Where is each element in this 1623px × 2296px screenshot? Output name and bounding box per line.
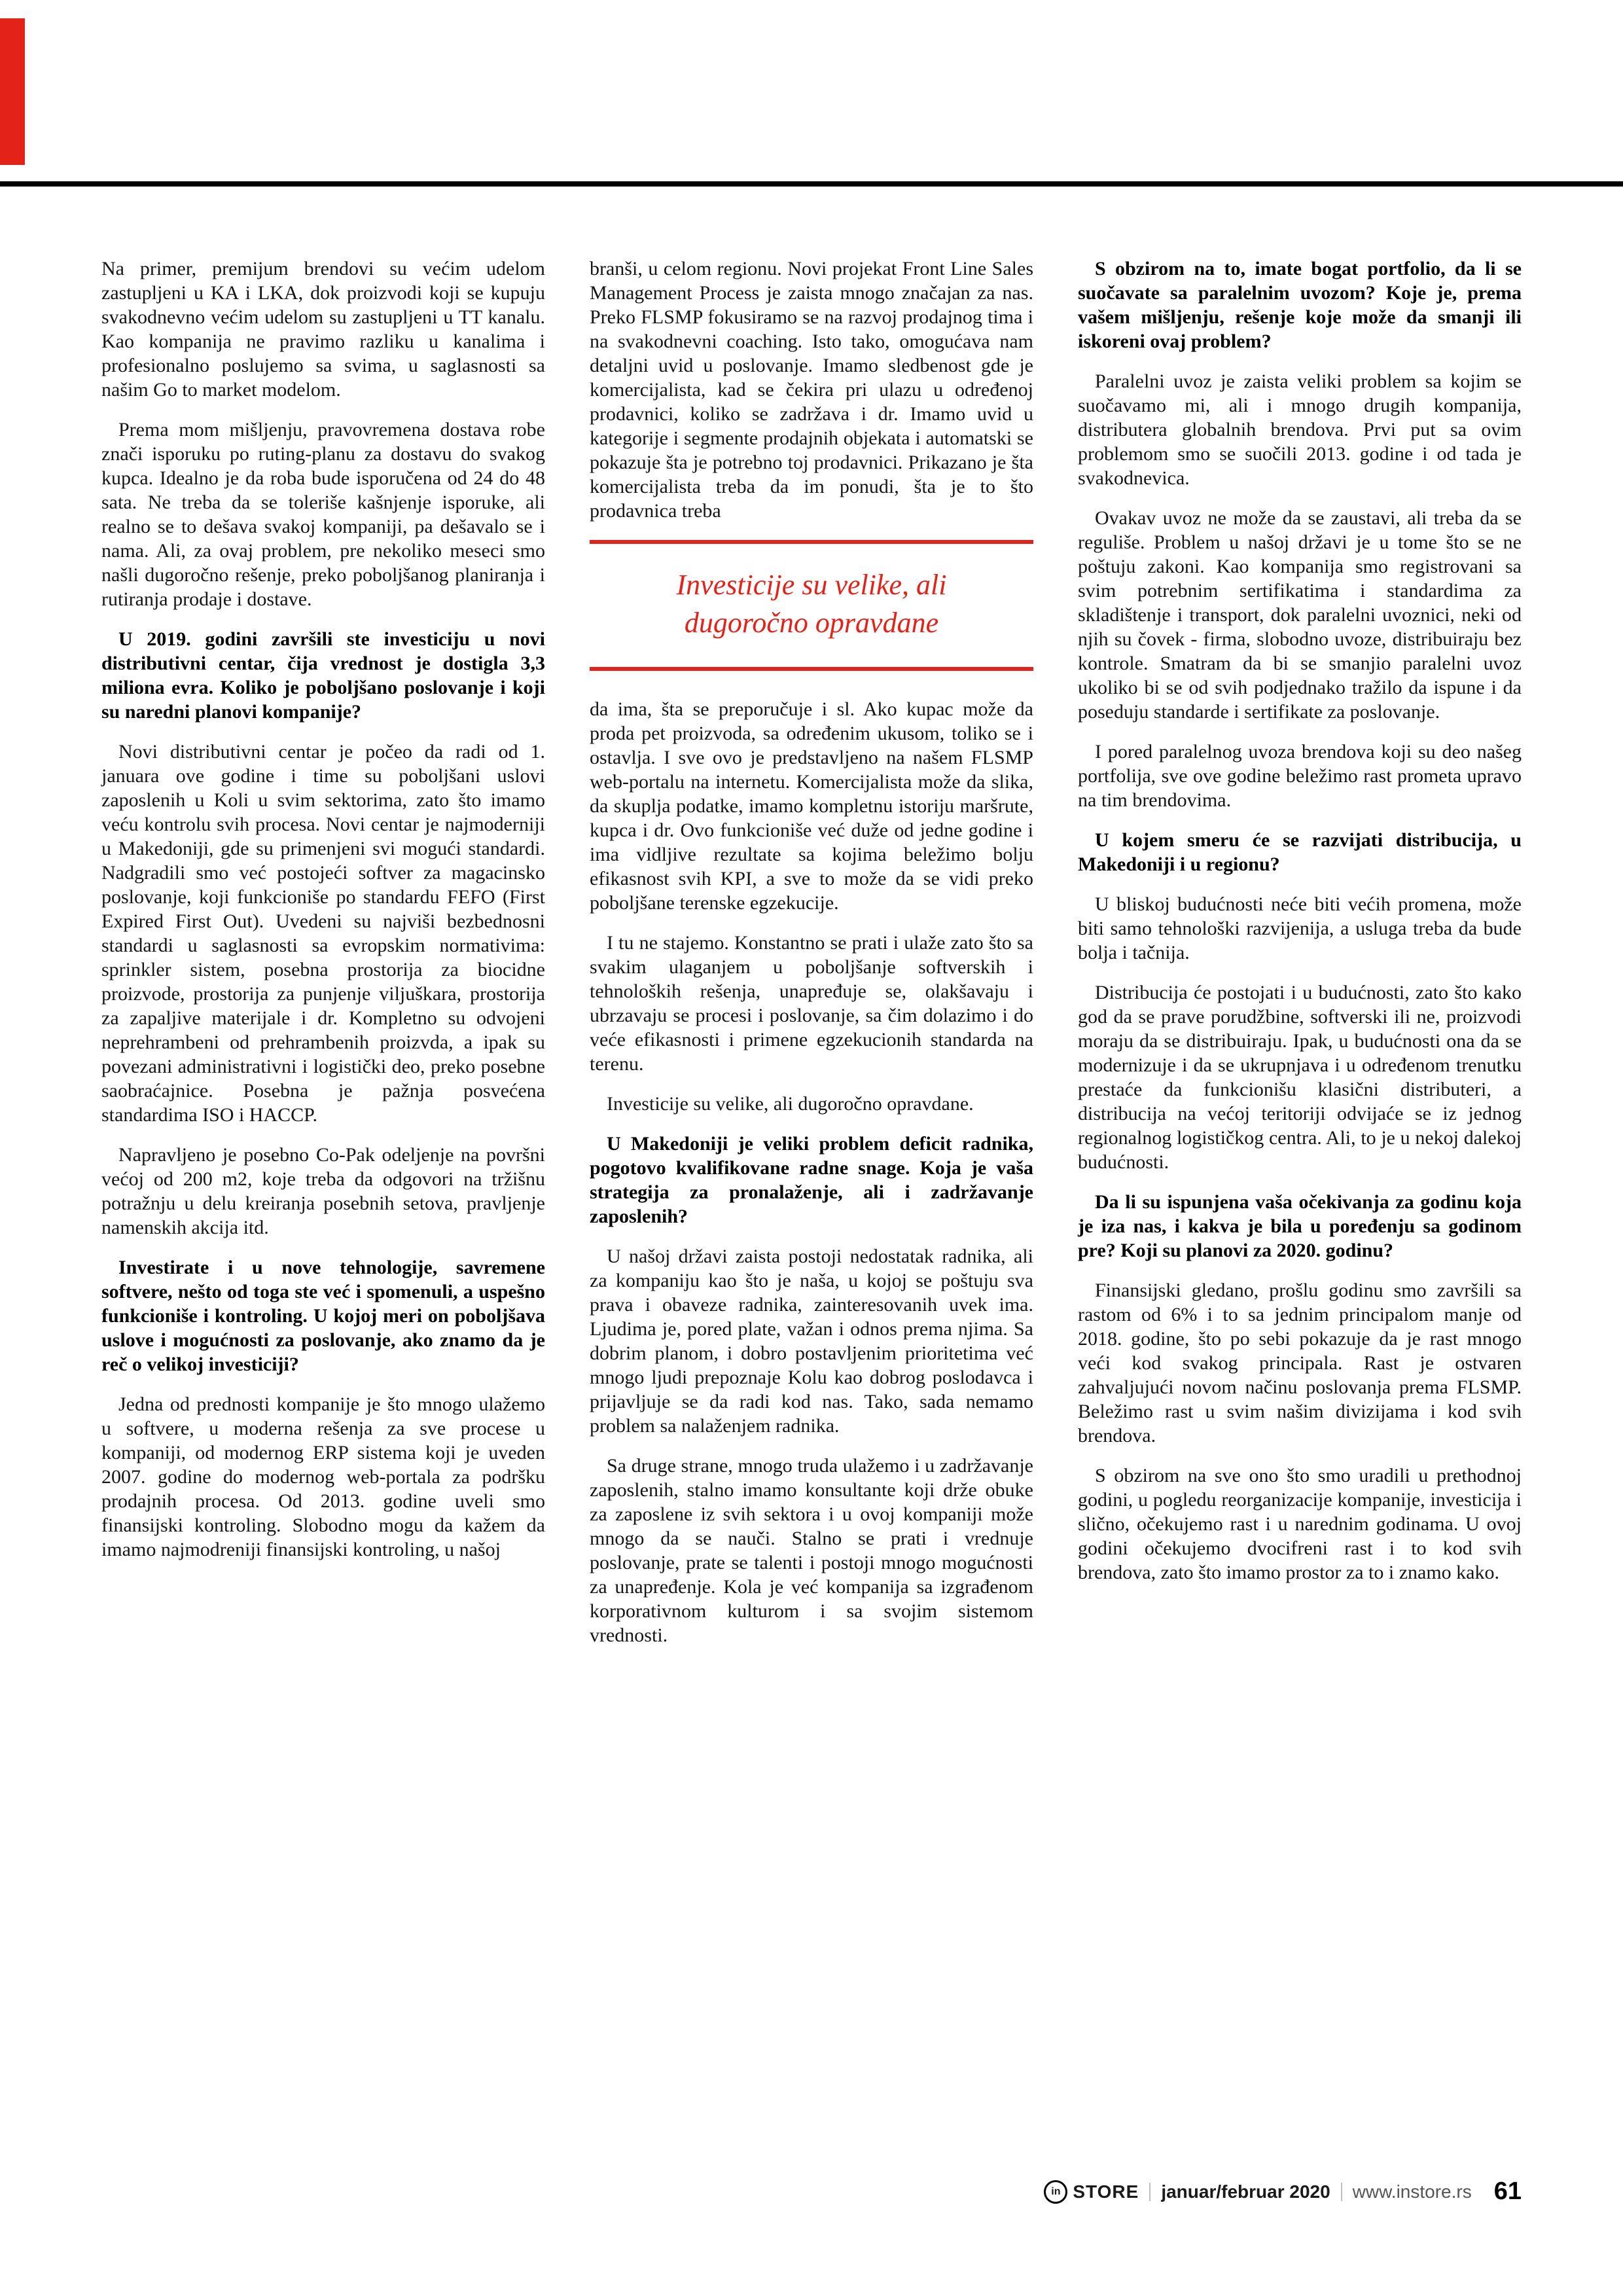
column-1 [101, 257, 545, 1663]
pull-quote-line-2: dugoročno opravdane [684, 607, 939, 639]
article-paragraph: Sa druge strane, mnogo truda ulažemo i u zadržavanje zaposlenih, stalno imamo konsultante koji drže obuke za zaposlene iz svih sektora i u ovoj kompaniji može mnogo da se nauči. Stalno se prati i vrednuje poslovanje, prate se talenti i postoji mnogo mogućnosti za unapređenje. Kola je već kompanija sa izgrađenom korporativnom kulturom i sa svojim sistemom vrednosti. [590, 1455, 1033, 1646]
column-2-upper [590, 257, 1033, 523]
article-paragraph: Finansijski gledano, prošlu godinu smo završili sa rastom od 6% i to sa jednim principalom manje od 2018. godine, što po sebi pokazuje da je rast mnogo veći kod svakog principala. Rast je ostvaren zahvaljujući novom načinu poslovanja prema FLSMP. Beležimo rast u svim našim divizijama i kod svih brendova. [1078, 1280, 1522, 1446]
instore-logo-mark: in [1051, 2185, 1061, 2197]
article-paragraph: U bliskoj budućnosti neće biti većih promena, može biti samo tehnološki razvijenija, a usluga treba da bude bolja i tačnija. [1078, 893, 1522, 963]
website-link[interactable]: www.instore.rs [1352, 2181, 1472, 2202]
corner-accent-bar [0, 18, 25, 165]
article-paragraph: Na primer, premijum brendovi su većim udelom zastupljeni u KA i LKA, dok proizvodi koji se kupuju svakodnevno većim udelom su zastupljeni u TT kanalu. Kao kompanija ne pravimo razliku u kanalima i profesionalno poslujemo sa svima, u saglasnosti sa našim Go to market modelom. [101, 258, 545, 401]
article-paragraph: da ima, šta se preporučuje i sl. Ako kupac može da proda pet proizvoda, sa određenim ukusom, toliko se i ostavlja. I sve ovo je predstavljeno na našem FLSMP web-portalu na internetu. Komercijalista može da slika, da skuplja podatke, imamo kompletnu istoriju maršrute, kupca i dr. Ovo funkcioniše već duže od jedne godine i ima vidljive rezultate sa kojima beležimo bolju efikasnost svih KPI, a sve to može da se vidi preko poboljšane terenske egzekucije. [590, 698, 1033, 914]
interview-question: U 2019. godini završili ste investiciju u novi distributivni centar, čija vrednost je dostigla 3,3 miliona evra. Koliko je poboljšano poslovanje i koji su naredni planovi kompanije? [101, 628, 545, 723]
article-paragraph: I pored paralelnog uvoza brendova koji su deo našeg portfolija, sve ove godine beležimo rast prometa upravo na tim brendovima. [1078, 741, 1522, 811]
pull-quote [590, 540, 1033, 671]
top-rule [0, 181, 1623, 187]
article-paragraph: branši, u celom regionu. Novi projekat Front Line Sales Management Process je zaista mnogo značajan za nas. Preko FLSMP fokusiramo se na razvoj prodajnog tima i na svakodnevni coaching. Isto tako, omogućava nam detaljni uvid u poslovanje. Imamo sledbenost gde je komercijalista, kad se čekira pri ulazu u određenoj prodavnici, koliko se zadržava i dr. Imamo uvid u kategorije i segmente prodajnih objekata i automatski se pokazuje šta je potrebno toj prodavnici. Prikazano je šta komercijalista treba da im ponudi, šta je to što prodavnica treba [590, 258, 1033, 522]
interview-question: S obzirom na to, imate bogat portfolio, da li se suočavate sa paralelnim uvozom? Koje je, prema vašem mišljenju, rešenje koje može da smanji ili iskoreni ovaj problem? [1078, 258, 1522, 352]
page-footer [1044, 2178, 1522, 2206]
column-2 [590, 257, 1033, 1663]
footer-separator [1341, 2183, 1342, 2201]
article-paragraph: Napravljeno je posebno Co-Pak odeljenje na površni većoj od 200 m2, koje treba da odgovori na tržišnu potražnju u delu kreiranja posebnih setova, pravljenje namenskih akcija itd. [101, 1144, 545, 1238]
article-paragraph: Ovakav uvoz ne može da se zaustavi, ali treba da se reguliše. Problem u našoj državi je u tome što se ne poštuju zakoni. Kao kompanija smo registrovani sa svim potrebnim sertifikatima i standardima za skladištenje i transport, dok paralelni uvoznici, neki od njih su čovek - firma, slobodno uvoze, distribuiraju bez kontrole. Smatram da bi se smanjio paralelni uvoz ukoliko bi se od svih podjednako tražilo da ispune i da poseduju standarde i sertifikate za poslovanje. [1078, 507, 1522, 723]
article-paragraph: S obzirom na sve ono što smo uradili u prethodnoj godini, u pogledu reorganizacije kompanije, investicija i slično, očekujemo rast i u narednim godinama. U ovoj godini očekujemo dvocifreni rast i to kod svih brendova, zato što imamo prostor za to i znamo kako. [1078, 1465, 1522, 1583]
article-paragraph: Distribucija će postojati i u budućnosti, zato što kako god da se prave porudžbine, softverski ili ne, proizvodi moraju da se distribuiraju. Ipak, u budućnosti ona da se modernizuje i da se ukrupnjava i u određenom trenutku prestaće da funkcionišu klasični distributeri, a distribucija na većoj teritoriji odvijaće se iz jednog regionalnog logističkog centra. Ali, to je u nekoj dalekoj budućnosti. [1078, 982, 1522, 1173]
article-paragraph: Paralelni uvoz je zaista veliki problem sa kojim se suočavamo mi, ali i mnogo drugih kompanija, distributera globalnih brendova. Prvi put sa ovim problemom smo se suočili 2013. godine i od tada je svakodnevica. [1078, 370, 1522, 489]
article-paragraph: U našoj državi zaista postoji nedostatak radnika, ali za kompaniju kao što je naša, u kojoj se poštuju sva prava i obaveze radnika, zainteresovanih uvek ima. Ljudima je, pored plate, važan i odnos prema njima. Sa dobrim planom, i dobro postavljenim prioritetima već mnogo ljudi prepoznaje Kolu kao dobrog poslodavca i prijavljuje se da radi kod nas. Tako, sada nemamo problem sa nalaženjem radnika. [590, 1246, 1033, 1437]
article-paragraph: Investicije su velike, ali dugoročno opravdane. [607, 1093, 974, 1115]
interview-question: Da li su ispunjena vaša očekivanja za godinu koja je iza nas, i kakva je bila u poređenju sa godinom pre? Koji su planovi za 2020. godinu? [1078, 1191, 1522, 1261]
column-2-lower [590, 697, 1033, 1647]
article-paragraph: Jedna od prednosti kompanije je što mnogo ulažemo u softvere, u moderna rešenja za sve procese u kompaniji, od modernog ERP sistema koji je uveden 2007. godine do modernog web-portala za podršku prodajnih procesa. Od 2013. godine uveli smo finansijski kontroling. Slobodno mogu da kažem da imamo najmodreniji finansijski kontroling, u našoj [101, 1393, 545, 1560]
article-paragraph: Prema mom mišljenju, pravovremena dostava robe znači isporuku po ruting-planu za dostavu do svakog kupca. Idealno je da roba bude isporučena od 24 do 48 sata. Ne treba da se toleriše kašnjenje isporuke, ali realno se to dešava svakoj kompaniji, pa dešavalo se i nama. Ali, za ovaj problem, pre nekoliko meseci smo našli dugoročno rešenje, preko poboljšanog planiranja i rutiranja prodaje i dostave. [101, 419, 545, 610]
footer-separator [1149, 2183, 1150, 2201]
column-3 [1078, 257, 1522, 1663]
issue-date: januar/februar 2020 [1161, 2181, 1330, 2202]
article-paragraph: Novi distributivni centar je počeo da radi od 1. januara ove godine i time su poboljšani uslovi zaposlenih u Koli u svim sektorima, zato što imamo veću kontrolu svih procesa. Novi centar je najmoderniji u Makedoniji, gde su primenjeni svi mogući standardi. Nadgradili smo već postojeći softver za magacinsko poslovanje, koji funkcioniše po standardu FEFO (First Expired First Out). Uvedeni su najviši bezbednosni standardi u saglasnosti sa evropskim normativima: sprinkler sistem, posebna prostorija za biocidne proizvode, prostorija za punjenje viljuškara, prostorija za zapaljive materijale i dr. Kompletno su odvojeni neprehrambeni od prehrambenih proizvda, a ipak su povezani administrativni i logistički deo, preko posebne saobraćajnice. Posebna je pažnja posvećena standardima ISO i HACCP. [101, 741, 545, 1126]
interview-question: U Makedoniji je veliki problem deficit radnika, pogotovo kvalifikovane radne snage. Koja je vaša strategija za pronalaženje, ali i zadržavanje zaposlenih? [590, 1133, 1033, 1227]
instore-logo-icon [1044, 2180, 1067, 2204]
pull-quote-line-1: Investicije su velike, ali [676, 569, 947, 601]
interview-question: Investirate i u nove tehnologije, savremene softvere, nešto od toga ste već i spomenuli, a uspešno funkcioniše i kontroling. U kojoj meri on poboljšava uslove i mogućnosti za poslovanje, ako znamo da je reč o velikoj investiciji? [101, 1257, 545, 1375]
interview-question: U kojem smeru će se razvijati distribucija, u Makedoniji i u regionu? [1078, 829, 1522, 875]
article-paragraph: I tu ne stajemo. Konstantno se prati i ulaže zato što sa svakim ulaganjem u poboljšanje softverskih i tehnoloških rešenja, unapređuje se, olakšavaju i ubrzavaju se procesi i poslovanje, sa čim dolazimo i do veće efikasnosti i primene egzekucionih standarda na terenu. [590, 932, 1033, 1075]
magazine-brand: STORE [1073, 2181, 1139, 2202]
page-number: 61 [1493, 2178, 1522, 2205]
article-content [101, 257, 1522, 1663]
